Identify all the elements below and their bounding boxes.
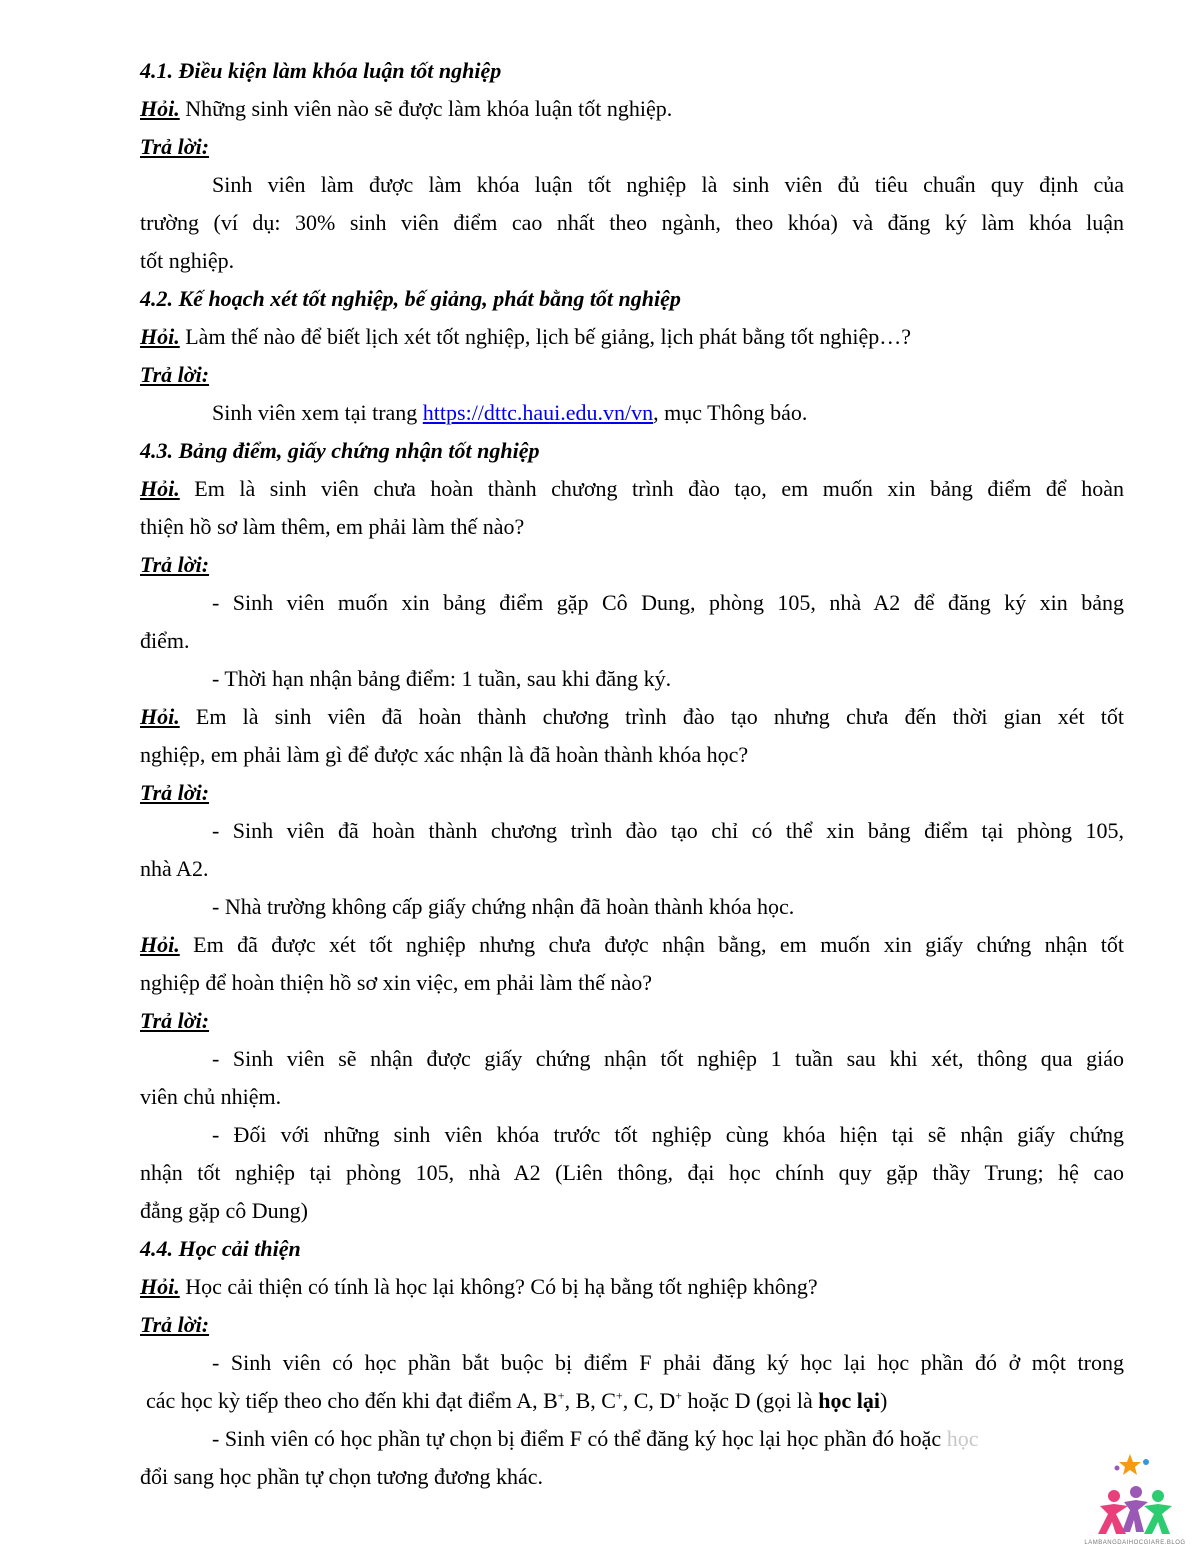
answer-text: - Sinh viên có học phần tự chọn bị điểm F có thể đăng ký học lại học phần đó hoặc <box>212 1426 942 1451</box>
question-line: thiện hồ sơ làm thêm, em phải làm thế nào? <box>140 514 525 539</box>
question-text: Những sinh viên nào sẽ được làm khóa luận tốt nghiệp. <box>179 96 673 121</box>
answer-label: Trả lời: <box>140 134 210 159</box>
question-label: Hỏi. <box>140 704 180 729</box>
superscript: + <box>557 1388 565 1403</box>
answer-line: tốt nghiệp. <box>140 248 235 273</box>
question-label: Hỏi. <box>140 324 180 349</box>
answer-label: Trả lời: <box>140 362 210 387</box>
question-4-1 <box>140 90 1124 128</box>
answer-line: - Sinh viên muốn xin bảng điểm gặp Cô Dung, phòng 105, nhà A2 để đăng ký xin bảng <box>212 590 1124 615</box>
question-line: nghiệp, em phải làm gì để được xác nhận là đã hoàn thành khóa học? <box>140 742 749 767</box>
answer-text: hoặc D (gọi là <box>682 1388 819 1413</box>
section-heading-4-4: 4.4. Học cải thiện <box>140 1236 301 1261</box>
faded-text: học <box>941 1426 979 1451</box>
question-line: nghiệp để hoàn thiện hồ sơ xin việc, em phải làm thế nào? <box>140 970 652 995</box>
answer-line: điểm. <box>140 628 190 653</box>
answer-line: nhận tốt nghiệp tại phòng 105, nhà A2 (Liên thông, đại học chính quy gặp thầy Trung; hệ cao <box>140 1160 1124 1185</box>
section-heading-4-1: 4.1. Điều kiện làm khóa luận tốt nghiệp <box>140 58 502 83</box>
question-text: Em là sinh viên chưa hoàn thành chương trình đào tạo, em muốn xin bảng điểm để hoàn <box>179 476 1124 501</box>
answer-label: Trả lời: <box>140 552 210 577</box>
question-label: Hỏi. <box>140 932 180 957</box>
answer-text: , mục Thông báo. <box>653 400 808 425</box>
answer-text: , C, D <box>622 1388 676 1413</box>
answer-text: ) <box>880 1388 888 1413</box>
answer-line: - Sinh viên có học phần bắt buộc bị điểm F phải đăng ký học lại học phần đó ở một trong <box>212 1350 1124 1375</box>
answer-line: - Sinh viên sẽ nhận được giấy chứng nhận tốt nghiệp 1 tuần sau khi xét, thông qua giáo <box>212 1046 1124 1071</box>
answer-line: trường (ví dụ: 30% sinh viên điểm cao nhất theo ngành, theo khóa) và đăng ký làm khóa luận <box>140 210 1124 235</box>
answer-line: - Đối với những sinh viên khóa trước tốt nghiệp cùng khóa hiện tại sẽ nhận giấy chứng <box>212 1122 1124 1147</box>
superscript: + <box>615 1388 623 1403</box>
question-4-2 <box>140 318 1124 356</box>
answer-line: - Thời hạn nhận bảng điểm: 1 tuần, sau khi đăng ký. <box>212 666 672 691</box>
answer-line: đổi sang học phần tự chọn tương đương khác. <box>140 1464 544 1489</box>
question-4-4 <box>140 1268 1124 1306</box>
answer-text: Sinh viên xem tại trang <box>212 400 423 425</box>
question-4-3-2 <box>140 698 1124 736</box>
answer-label: Trả lời: <box>140 1008 210 1033</box>
answer-line: - Sinh viên đã hoàn thành chương trình đào tạo chỉ có thể xin bảng điểm tại phòng 105, <box>212 818 1124 843</box>
answer-line: viên chủ nhiệm. <box>140 1084 282 1109</box>
answer-label: Trả lời: <box>140 780 210 805</box>
question-label: Hỏi. <box>140 96 180 121</box>
answer-text: , B, C <box>564 1388 616 1413</box>
dttc-link[interactable]: https://dttc.haui.edu.vn/vn <box>422 400 654 425</box>
question-text: Em đã được xét tốt nghiệp nhưng chưa được nhận bằng, em muốn xin giấy chứng nhận tốt <box>179 932 1124 957</box>
section-heading-4-3: 4.3. Bảng điểm, giấy chứng nhận tốt nghiệp <box>140 438 540 463</box>
answer-line <box>140 394 1124 432</box>
question-4-3-3 <box>140 926 1124 964</box>
answer-label: Trả lời: <box>140 1312 210 1337</box>
answer-text: các học kỳ tiếp theo cho đến khi đạt điểm A, B <box>146 1388 558 1413</box>
answer-line: Sinh viên làm được làm khóa luận tốt nghiệp là sinh viên đủ tiêu chuẩn quy định của <box>212 172 1124 197</box>
watermark-logo-icon <box>1090 1448 1180 1548</box>
section-heading-4-2: 4.2. Kế hoạch xét tốt nghiệp, bế giảng, phát bằng tốt nghiệp <box>140 286 681 311</box>
question-text: Học cải thiện có tính là học lại không? Có bị hạ bằng tốt nghiệp không? <box>179 1274 818 1299</box>
answer-line: nhà A2. <box>140 856 209 881</box>
answer-line: - Nhà trường không cấp giấy chứng nhận đã hoàn thành khóa học. <box>212 894 795 919</box>
question-text: Em là sinh viên đã hoàn thành chương trình đào tạo nhưng chưa đến thời gian xét tốt <box>179 704 1124 729</box>
superscript: + <box>675 1388 683 1403</box>
question-label: Hỏi. <box>140 1274 180 1299</box>
answer-line <box>140 1420 1124 1458</box>
question-text: Làm thế nào để biết lịch xét tốt nghiệp, lịch bế giảng, lịch phát bằng tốt nghiệp…? <box>179 324 912 349</box>
answer-line <box>140 1382 1124 1420</box>
answer-line: đẳng gặp cô Dung) <box>140 1198 309 1223</box>
question-4-3-1 <box>140 470 1124 508</box>
question-label: Hỏi. <box>140 476 180 501</box>
bold-term: học lại <box>818 1388 881 1413</box>
document-page <box>140 52 1124 1496</box>
watermark-text: LAMBANGDAIHOCGIARE.BLOG <box>1084 1540 1186 1546</box>
